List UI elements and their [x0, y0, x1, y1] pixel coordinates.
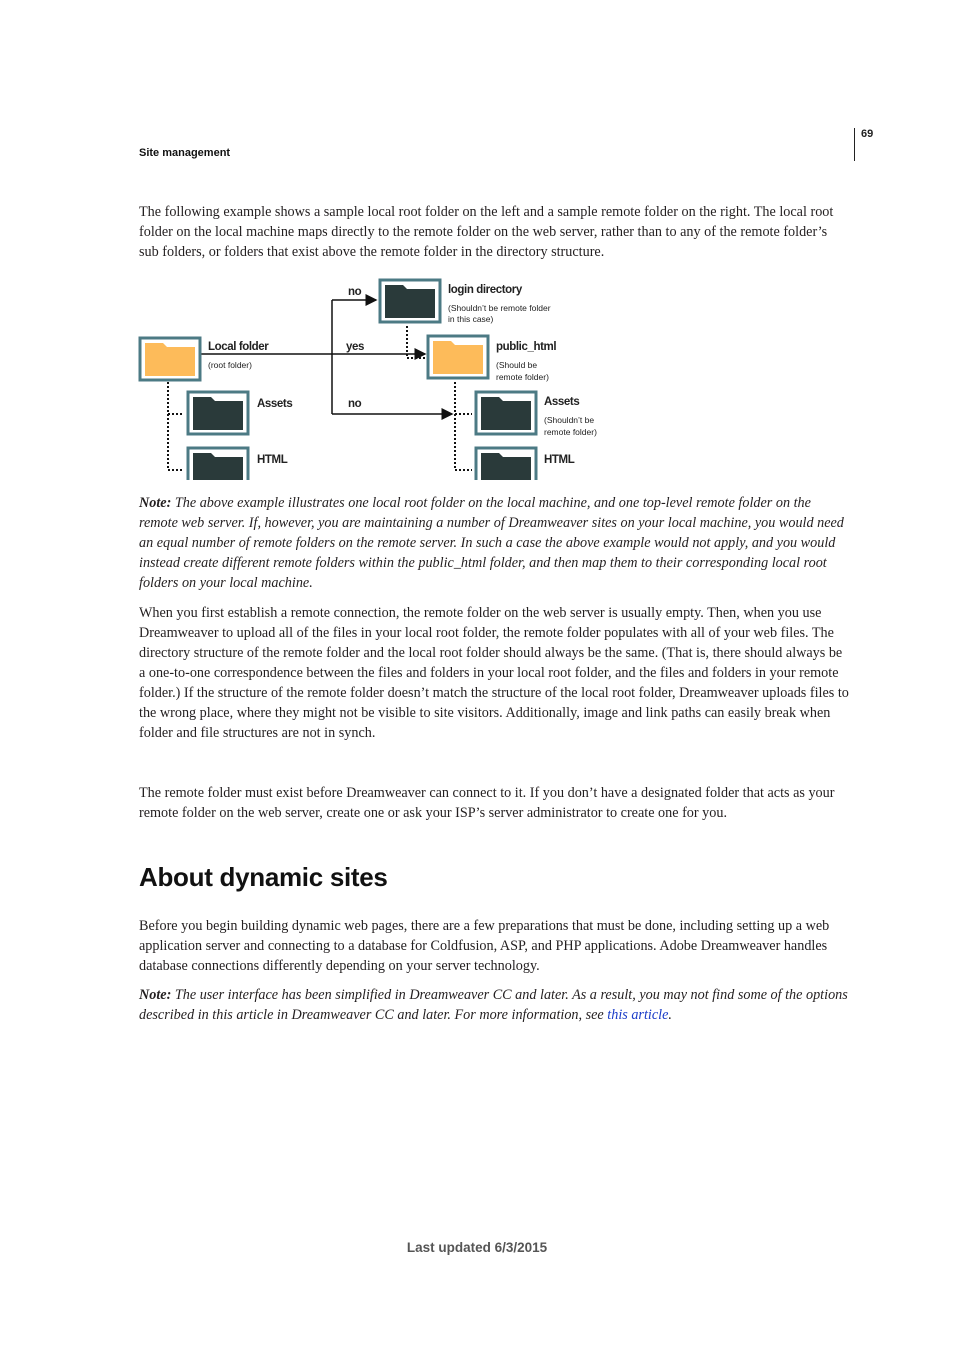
connector-lines	[168, 300, 472, 470]
remote-assets-sub1: (Shouldn’t be	[544, 415, 595, 425]
folder-mapping-diagram	[130, 270, 630, 480]
note2-text: The user interface has been simplified in Dreamweaver CC and later. As a result, you may not find some of the options described in this article in Dreamweaver CC and later. For more information, see	[139, 987, 848, 1023]
arrow-label-yes: yes	[346, 341, 364, 353]
running-head: Site management	[139, 147, 231, 159]
paragraph-dynamic-sites: Before you begin building dynamic web pages, there are a few preparations that must be done, including setting up a web application server and connecting to a database for Coldfusion, ASP, and PHP applications. Adobe Dreamweaver handles database connections differently depending on your server technology.	[139, 918, 830, 974]
login-directory-folder-icon	[380, 280, 440, 322]
section-heading: About dynamic sites	[139, 862, 388, 892]
remote-assets-label: Assets	[544, 396, 580, 408]
arrow-label-no-bottom: no	[348, 398, 362, 410]
local-folder-sub: (root folder)	[208, 360, 252, 370]
public-html-label: public_html	[496, 341, 557, 353]
note2-end: .	[668, 1007, 672, 1023]
local-folder-label: Local folder	[208, 341, 269, 353]
local-assets-folder-icon	[188, 392, 248, 434]
remote-html-label: HTML	[544, 454, 575, 466]
note-paragraph-2	[139, 985, 849, 1025]
login-directory-sub2: in this case)	[448, 314, 494, 324]
remote-assets-sub2: remote folder)	[544, 427, 597, 437]
this-article-link[interactable]: this article	[607, 1007, 669, 1023]
local-assets-label: Assets	[257, 398, 293, 410]
public-html-sub2: remote folder)	[496, 372, 549, 382]
note-prefix: Note:	[139, 495, 172, 511]
login-directory-sub1: (Shouldn’t be remote folder	[448, 303, 551, 313]
local-folder-icon	[140, 338, 200, 380]
note2-prefix: Note:	[139, 987, 172, 1003]
header-rule	[854, 128, 855, 161]
arrow-label-no-top: no	[348, 286, 362, 298]
public-html-sub1: (Should be	[496, 360, 538, 370]
paragraph-remote-folder: The remote folder must exist before Dreamweaver can connect to it. If you don’t have a designated folder that acts as your remote folder on the web server, create one or ask your ISP’s server administrator to create one for you.	[139, 785, 835, 821]
local-html-folder-icon	[188, 448, 248, 480]
login-directory-label: login directory	[448, 284, 522, 296]
note-text: The above example illustrates one local root folder on the local machine, and one top-level remote folder on the remote web server. If, however, you are maintaining a number of Dreamweaver sites on your local machine, you would need an equal number of remote folders on the remote server. In such a case the above example would not apply, and you would instead create different remote folders within the public_html folder, and then map them to their corresponding local root folders on your local machine.	[139, 495, 844, 591]
public-html-folder-icon	[428, 336, 488, 378]
page-number: 69	[861, 128, 874, 140]
remote-html-folder-icon	[476, 448, 536, 480]
intro-paragraph: The following example shows a sample local root folder on the left and a sample remote folder on the right. The local root folder on the local machine maps directly to the remote folder on the web server, rather than to any of the remote folder’s sub folders, or folders that exist above the remote folder in the directory structure.	[139, 204, 834, 260]
paragraph-remote-connection: When you first establish a remote connection, the remote folder on the web server is usually empty. Then, when you use Dreamweaver to upload all of the files in your local root folder, the remote folder populates with all of your web files. The directory structure of the remote folder and the local root folder should always be the same. (That is, there should always be a one-to-one correspondence between the files and folders in your local root folder, and the files and folders in your remote folder.) If the structure of the remote folder doesn’t match the structure of the local root folder, Dreamweaver uploads files to the wrong place, where they might not be visible to site visitors. Additionally, image and link paths can easily break when folder and file structures are not in synch.	[139, 605, 849, 741]
footer-last-updated: Last updated 6/3/2015	[406, 1240, 548, 1255]
local-html-label: HTML	[257, 454, 288, 466]
remote-assets-folder-icon	[476, 392, 536, 434]
note-paragraph-1	[139, 493, 849, 593]
